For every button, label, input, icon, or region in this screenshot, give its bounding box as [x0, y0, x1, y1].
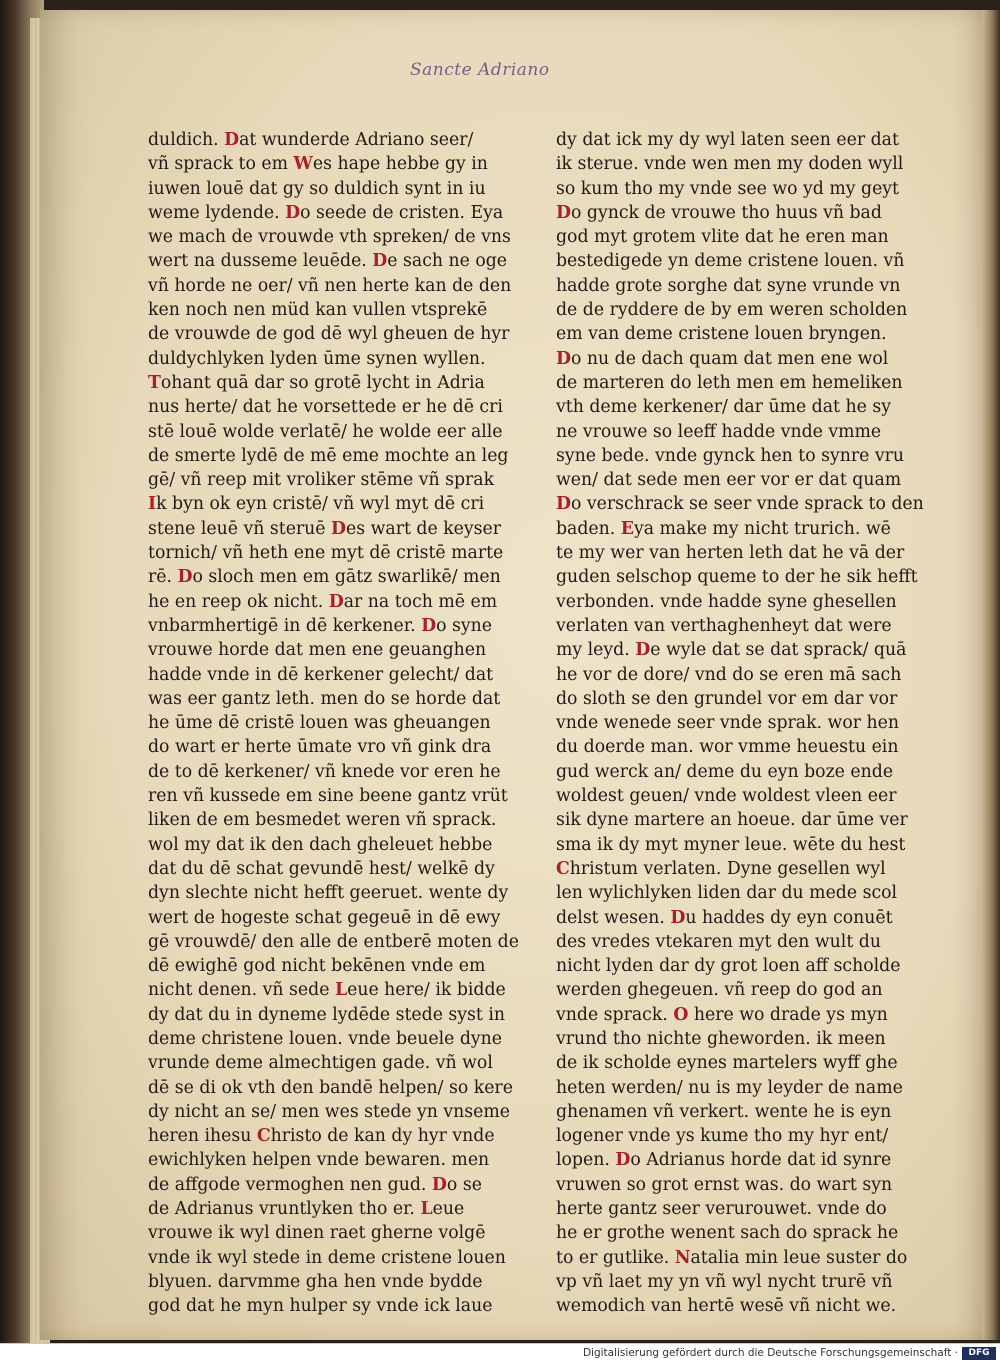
text-line: [148, 1076, 513, 1100]
text-line: [148, 663, 493, 687]
text-segment: de to dē kerkener/ vñ knede vor eren he: [148, 761, 501, 782]
text-segment: ne vrouwe so leeff hadde vnde vmme: [556, 421, 882, 442]
text-segment: ar na toch mē em: [343, 591, 498, 612]
text-segment: nicht lyden dar dy grot loen aff scholde: [556, 956, 901, 977]
right-text-column: [556, 128, 924, 1319]
text-line: [148, 906, 501, 930]
text-line: [148, 590, 498, 614]
text-segment: eue: [432, 1199, 465, 1220]
rubricated-initial: D: [224, 130, 240, 150]
text-line: [148, 201, 504, 225]
text-line: [148, 760, 501, 784]
text-line: [556, 1270, 901, 1294]
left-text-column: [148, 128, 519, 1319]
text-line: [148, 735, 493, 759]
text-segment: he en reep ok nicht.: [148, 591, 329, 612]
text-segment: here wo drade ys myn: [688, 1004, 888, 1025]
text-segment: de affgode vermoghen nen gud.: [148, 1174, 432, 1195]
text-segment: heten werden/ nu is my leyder de name: [556, 1077, 903, 1098]
text-line: [148, 371, 493, 395]
text-line: [556, 201, 901, 225]
text-segment: de ik scholde eynes martelers wyff ghe: [556, 1053, 898, 1074]
text-line: [556, 663, 901, 687]
text-segment: verlaten van verthaghenheyt dat were: [556, 615, 892, 636]
text-segment: he er grothe wenent sach do sprack he: [556, 1223, 899, 1244]
text-segment: weme lydende.: [148, 202, 286, 223]
text-segment: ken noch nen müd kan vullen vtsprekē: [148, 300, 488, 321]
text-line: [148, 808, 497, 832]
text-segment: vñ horde ne oer/ vñ nen herte kan de den: [148, 275, 512, 296]
text-line: [148, 152, 493, 176]
text-line: [556, 833, 906, 857]
rubricated-initial: D: [331, 518, 347, 539]
text-segment: wert na dusseme leuēde.: [148, 251, 373, 272]
rubricated-initial: D: [556, 348, 571, 369]
text-segment: deme christene louen. vnde beuele dyne: [148, 1028, 503, 1049]
text-segment: es hape hebbe gy in: [312, 154, 488, 175]
text-segment: heren ihesu: [148, 1126, 257, 1147]
rubricated-initial: W: [293, 154, 313, 175]
text-segment: delst wesen.: [556, 907, 671, 928]
text-segment: vrouwe ik wyl dinen raet gherne volgē: [148, 1223, 486, 1244]
text-segment: rē.: [148, 567, 178, 588]
text-line: [556, 395, 901, 419]
text-line: [556, 565, 918, 589]
text-segment: syne bede. vnde gynck hen to synre vru: [556, 445, 905, 466]
text-line: [148, 881, 509, 905]
rubricated-initial: D: [328, 591, 344, 612]
rubricated-initial: D: [615, 1150, 631, 1171]
text-segment: de smerte lydē de mē eme mochte an leg: [148, 445, 509, 466]
text-segment: dy nicht an se/ men wes stede yn vnseme: [148, 1101, 510, 1122]
text-segment: at wunderde Adriano seer/: [239, 130, 474, 150]
text-line: [556, 881, 901, 905]
text-segment: dy dat du in dyneme lydēde stede syst in: [148, 1004, 506, 1025]
text-line: [556, 249, 905, 273]
text-segment: k byn ok eyn cristē/ vñ wyl myt dē cri: [156, 494, 485, 515]
text-segment: o Adrianus horde dat id synre: [630, 1150, 892, 1171]
text-line: [148, 249, 508, 273]
text-line: [148, 1027, 503, 1051]
text-segment: god dat he myn hulper sy vnde ick laue: [148, 1296, 493, 1317]
rubricated-initial: L: [334, 980, 348, 1001]
text-line: [556, 444, 905, 468]
text-line: [148, 128, 493, 152]
text-line: [556, 906, 901, 930]
text-line: [556, 468, 901, 492]
text-segment: es wart de keyser: [346, 518, 502, 539]
text-line: [148, 420, 503, 444]
text-line: [556, 1124, 901, 1148]
text-segment: duldich.: [148, 130, 225, 150]
text-segment: ewichlyken helpen vnde bewaren. men: [148, 1150, 490, 1171]
text-line: [148, 1221, 493, 1245]
text-segment: god myt grotem vlite dat he eren man: [556, 227, 889, 248]
text-segment: vnde wenede seer vnde sprak. wor hen: [556, 713, 899, 734]
text-line: [148, 274, 512, 298]
text-segment: herte gantz seer verurouwet. vnde do: [556, 1199, 887, 1220]
rubricated-initial: C: [556, 858, 570, 879]
text-segment: de Adrianus vruntlyken tho er.: [148, 1199, 421, 1220]
text-line: [556, 1148, 901, 1172]
text-segment: ohant quā dar so grotē lycht in Adria: [160, 372, 485, 393]
text-line: [556, 347, 901, 371]
text-segment: len wylichlyken liden dar du mede scol: [556, 883, 898, 904]
marginal-note: Sancte Adriano: [410, 60, 550, 80]
text-segment: o gynck de vrouwe tho huus vñ bad: [571, 202, 882, 223]
text-segment: o nu de dach quam dat men ene wol: [571, 348, 889, 369]
text-line: [556, 687, 901, 711]
text-segment: hristo de kan dy hyr vnde: [270, 1126, 495, 1147]
text-line: [556, 1173, 901, 1197]
text-segment: wen/ dat sede men eer vor er dat quam: [556, 470, 902, 491]
text-line: [556, 1076, 901, 1100]
rubricated-initial: O: [673, 1004, 689, 1025]
text-line: [148, 1173, 493, 1197]
text-segment: he ūme dē cristē louen was gheuangen: [148, 713, 491, 734]
text-line: [148, 347, 493, 371]
text-segment: vnbarmhertigē in dē kerkener.: [148, 615, 422, 636]
text-segment: o syne: [436, 615, 492, 636]
text-segment: verbonden. vnde hadde syne ghesellen: [556, 591, 897, 612]
text-line: [556, 711, 901, 735]
text-line: [148, 930, 519, 954]
rubricated-initial: D: [556, 202, 571, 223]
text-segment: ik sterue. vnde wen men my doden wyll: [556, 154, 904, 175]
text-line: [556, 322, 901, 346]
text-line: [556, 954, 901, 978]
page-right-edge: [982, 10, 1000, 1340]
rubricated-initial: D: [372, 251, 388, 272]
rubricated-initial: N: [674, 1247, 691, 1268]
rubricated-initial: D: [177, 567, 193, 588]
text-segment: vth deme kerkener/ dar ūme dat he sy: [556, 397, 891, 418]
rubricated-initial: D: [556, 494, 571, 515]
text-line: [148, 517, 502, 541]
text-line: [556, 1100, 901, 1124]
text-segment: em van deme cristene louen bryngen.: [556, 324, 887, 345]
text-segment: eue here/ ik bidde: [347, 980, 506, 1001]
text-line: [556, 808, 908, 832]
text-line: [148, 1294, 493, 1318]
text-segment: de de ryddere de by em weren scholden: [556, 300, 908, 321]
text-segment: liken de em besmedet weren vñ sprack.: [148, 810, 497, 831]
text-segment: logener vnde ys kume tho my hyr ent/: [556, 1126, 889, 1147]
text-segment: wert de hogeste schat gegeuē in dē ewy: [148, 907, 501, 928]
text-line: [556, 177, 901, 201]
text-segment: baden.: [556, 518, 621, 539]
text-line: [556, 1197, 901, 1221]
text-line: [148, 1124, 493, 1148]
text-segment: de marteren do leth men em hemeliken: [556, 372, 903, 393]
text-segment: was eer gantz leth. men do se horde dat: [148, 688, 501, 709]
text-line: [148, 614, 493, 638]
text-line: [556, 225, 901, 249]
text-segment: hadde grote sorghe dat syne vrunde vn: [556, 275, 901, 296]
text-segment: stē louē wolde verlatē/ he wolde eer alle: [148, 421, 503, 442]
text-segment: wol my dat ik den dach gheleuet hebbe: [148, 834, 493, 855]
text-segment: woldest geuen/ vnde woldest vleen eer: [556, 786, 897, 807]
text-segment: do wart er herte ūmate vro vñ gink dra: [148, 737, 492, 758]
rubricated-initial: L: [420, 1199, 433, 1220]
text-line: [556, 371, 901, 395]
text-segment: gē vrouwdē/ den alle de entberē moten de: [148, 931, 519, 952]
text-segment: u haddes dy eyn conuēt: [685, 907, 893, 928]
text-line: [556, 1003, 901, 1027]
text-segment: e wyle dat se dat sprack/ quā: [650, 640, 907, 661]
footer-bar: [0, 1343, 1000, 1364]
text-segment: nicht denen. vñ sede: [148, 980, 335, 1001]
text-line: [556, 760, 901, 784]
text-segment: to er gutlike.: [556, 1247, 675, 1268]
text-segment: werden ghegeuen. vñ reep do god an: [556, 980, 883, 1001]
text-segment: dē ewighē god nicht bekēnen vnde em: [148, 956, 486, 977]
rubricated-initial: D: [635, 640, 651, 661]
text-segment: ya make my nicht trurich. wē: [633, 518, 891, 539]
text-segment: tornich/ vñ heth ene myt dē cristē marte: [148, 543, 504, 564]
text-line: [148, 954, 493, 978]
dfg-logo[interactable]: DFG: [962, 1347, 996, 1360]
text-line: [556, 1027, 901, 1051]
text-segment: gud werck an/ deme du eyn boze ende: [556, 761, 894, 782]
text-segment: guden selschop queme to der he sik hefft: [556, 567, 918, 588]
text-segment: atalia min leue suster do: [690, 1247, 908, 1268]
text-segment: so kum tho my vnde see wo yd my geyt: [556, 178, 900, 199]
rubricated-initial: D: [431, 1174, 447, 1195]
text-line: [148, 711, 493, 735]
text-line: [148, 833, 493, 857]
rubricated-initial: I: [148, 494, 157, 515]
text-line: [148, 1148, 493, 1172]
rubricated-initial: D: [285, 202, 301, 223]
text-line: [556, 152, 904, 176]
text-segment: vñ sprack to em: [148, 154, 294, 175]
text-segment: bestedigede yn deme cristene louen. vñ: [556, 251, 905, 272]
text-line: [148, 1246, 506, 1270]
text-line: [148, 444, 509, 468]
text-segment: gē/ vñ reep mit vroliker stēme vñ sprak: [148, 470, 495, 491]
text-line: [556, 857, 901, 881]
text-segment: sik dyne martere an hoeue. dar ūme ver: [556, 810, 908, 831]
text-line: [148, 492, 493, 516]
text-segment: duldychlyken lyden ūme synen wyllen.: [148, 348, 486, 369]
text-line: [556, 590, 901, 614]
text-segment: wemodich van hertē wesē vñ nicht we.: [556, 1296, 897, 1317]
text-line: [148, 322, 510, 346]
text-line: [556, 930, 901, 954]
text-segment: dy dat ick my dy wyl laten seen eer dat: [556, 130, 899, 150]
text-segment: vrund tho nichte gheworden. ik meen: [556, 1028, 886, 1049]
text-line: [556, 420, 901, 444]
text-line: [556, 638, 907, 662]
text-line: [556, 1246, 908, 1270]
text-segment: iuwen louē dat gy so duldich synt in iu: [148, 178, 486, 199]
text-segment: vnde ik wyl stede in deme cristene louen: [148, 1247, 506, 1268]
text-line: [148, 541, 504, 565]
text-segment: o seede de cristen. Eya: [300, 202, 504, 223]
text-line: [556, 517, 901, 541]
text-line: [148, 1051, 493, 1075]
text-line: [148, 1197, 493, 1221]
text-segment: hristum verlaten. Dyne gesellen wyl: [569, 858, 886, 879]
text-line: [556, 128, 901, 152]
rubricated-initial: E: [620, 518, 634, 539]
text-segment: lopen.: [556, 1150, 616, 1171]
text-line: [148, 1003, 506, 1027]
text-segment: du doerde man. wor vmme heuestu ein: [556, 737, 899, 758]
text-segment: des vredes vtekaren myt den wult du: [556, 931, 881, 952]
text-segment: vrouwe horde dat men ene geuanghen: [148, 640, 487, 661]
text-line: [556, 614, 901, 638]
text-line: [148, 638, 493, 662]
text-segment: o verschrack se seer vnde sprack to den: [571, 494, 924, 515]
text-line: [556, 784, 901, 808]
text-line: [556, 1221, 901, 1245]
text-segment: vruwen so grot ernst was. do wart syn: [556, 1174, 893, 1195]
text-line: [148, 225, 511, 249]
text-segment: we mach de vrouwde vth spreken/ de vns: [148, 227, 511, 248]
text-segment: do sloth se den grundel vor em dar vor: [556, 688, 898, 709]
text-segment: hadde vnde in dē kerkener gelecht/ dat: [148, 664, 494, 685]
text-segment: sma ik dy myt myner leue. wēte du hest: [556, 834, 906, 855]
text-line: [556, 541, 905, 565]
text-segment: e sach ne oge: [387, 251, 508, 272]
text-line: [556, 274, 901, 298]
text-line: [148, 1100, 510, 1124]
text-segment: vrunde deme almechtigen gade. vñ wol: [148, 1053, 493, 1074]
text-segment: ghenamen vñ verkert. wente he is eyn: [556, 1101, 892, 1122]
text-line: [148, 784, 508, 808]
text-line: [148, 177, 493, 201]
text-line: [148, 857, 493, 881]
text-segment: nus herte/ dat he vorsettede er he dē cri: [148, 397, 503, 418]
text-line: [556, 298, 908, 322]
text-segment: blyuen. darvmme gha hen vnde bydde: [148, 1271, 483, 1292]
text-segment: o se: [446, 1174, 482, 1195]
text-line: [148, 978, 506, 1002]
rubricated-initial: D: [670, 907, 686, 928]
text-line: [148, 395, 503, 419]
text-line: [148, 468, 493, 492]
text-segment: stene leuē vñ steruē: [148, 518, 332, 539]
text-line: [148, 1270, 493, 1294]
text-segment: my leyd.: [556, 640, 636, 661]
text-segment: ren vñ kussede em sine beene gantz vrüt: [148, 786, 508, 807]
text-line: [556, 492, 924, 516]
text-segment: dat du dē schat gevundē hest/ welkē dy: [148, 858, 495, 879]
rubricated-initial: T: [148, 372, 161, 393]
text-line: [148, 298, 493, 322]
text-segment: dyn slechte nicht hefft geeruet. wente dy: [148, 883, 509, 904]
text-segment: vp vñ laet my yn vñ wyl nycht trurē vñ: [556, 1271, 893, 1292]
rubricated-initial: C: [256, 1126, 271, 1147]
text-segment: te my wer van herten leth dat he vā der: [556, 543, 905, 564]
text-line: [556, 1294, 901, 1318]
text-segment: de vrouwde de god dē wyl gheuen de hyr: [148, 324, 510, 345]
text-line: [556, 978, 901, 1002]
text-line: [148, 565, 501, 589]
text-segment: he vor de dore/ vnd do se eren mā sach: [556, 664, 902, 685]
text-segment: dē se di ok vth den bandē helpen/ so kere: [148, 1077, 513, 1098]
text-segment: o sloch men em gātz swarlikē/ men: [192, 567, 501, 588]
rubricated-initial: D: [421, 615, 437, 636]
text-line: [556, 1051, 901, 1075]
text-line: [148, 687, 501, 711]
footer-funding-text: Digitalisierung gefördert durch die Deutsche Forschungsgemeinschaft ·: [582, 1347, 958, 1359]
text-line: [556, 735, 901, 759]
text-segment: vnde sprack.: [556, 1004, 674, 1025]
